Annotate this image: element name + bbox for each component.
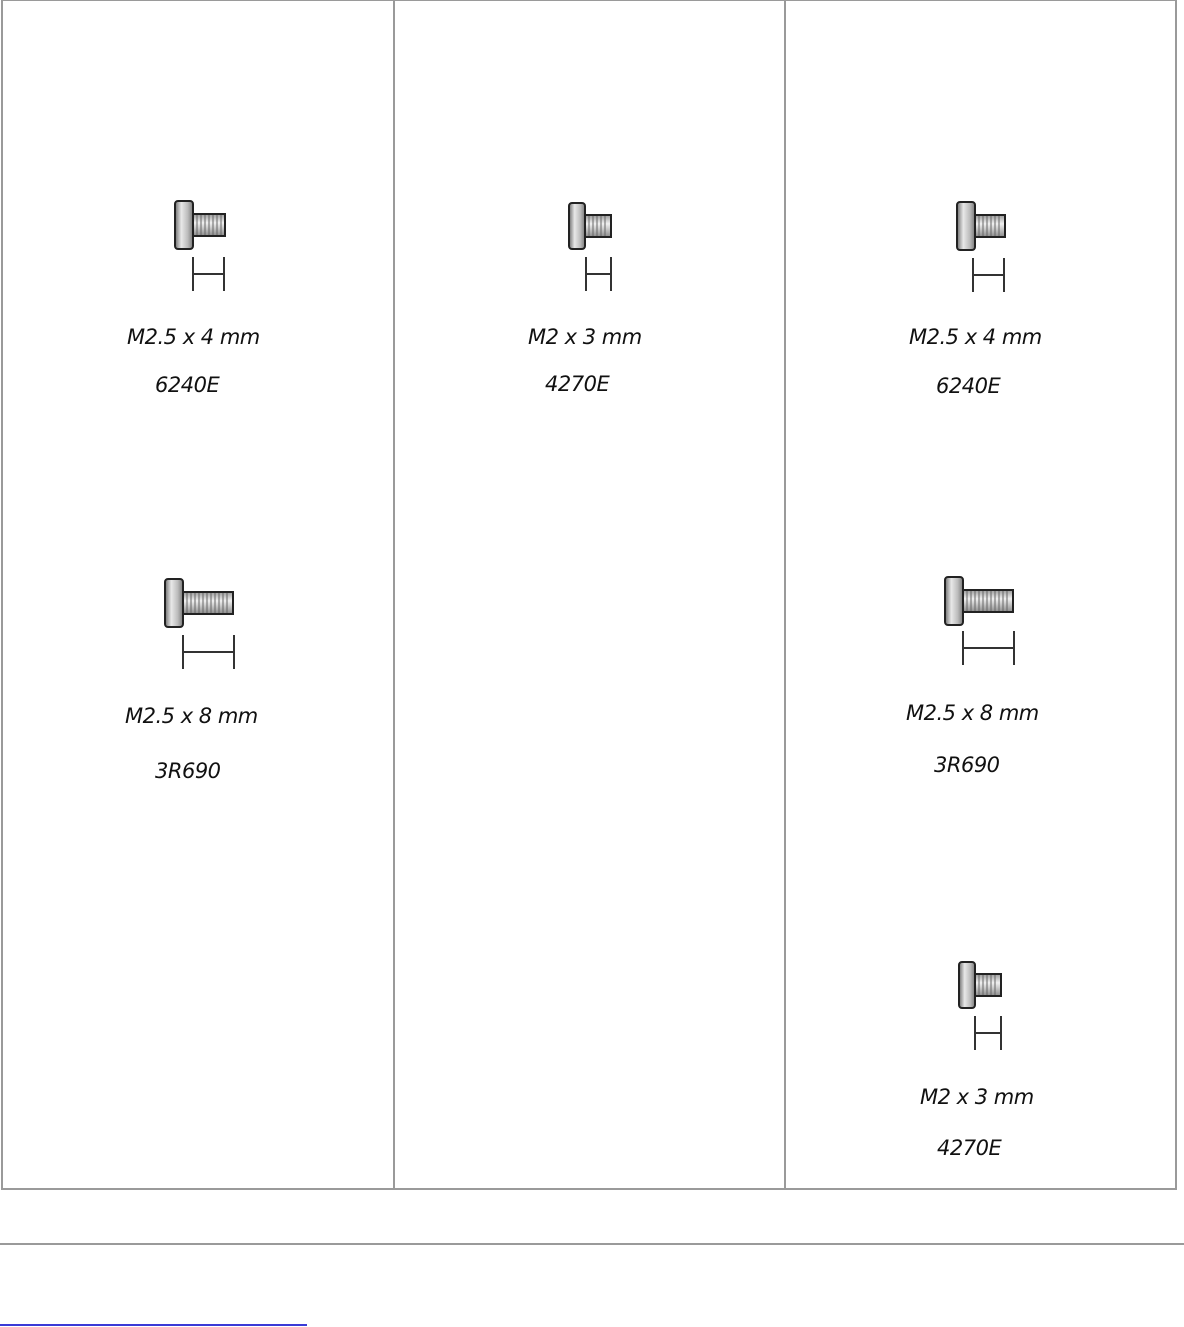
screw-size-label: M2 x 3 mm [528, 325, 642, 349]
screw-size-label: M2.5 x 4 mm [909, 325, 1042, 349]
short-screw-icon [173, 199, 233, 294]
screw-column-3 [785, 1, 1176, 1190]
screw-part-number: 6240E [936, 374, 1001, 398]
screw-size-label: M2.5 x 4 mm [127, 325, 260, 349]
screw-table [1, 0, 1177, 1190]
screw-part-number: 3R690 [934, 753, 1000, 777]
screw-part-number: 6240E [155, 373, 220, 397]
screw-part-number: 4270E [937, 1136, 1002, 1160]
short-screw-icon [567, 201, 617, 293]
short-screw-icon [955, 200, 1015, 295]
screw-part-number: 4270E [545, 372, 610, 396]
short-screw-icon [957, 960, 1007, 1052]
screw-column-2 [394, 1, 785, 1190]
long-screw-icon [163, 577, 243, 672]
footer-link[interactable] [0, 1324, 307, 1326]
screw-column-1 [2, 1, 394, 1190]
horizontal-divider [0, 1243, 1184, 1245]
screw-part-number: 3R690 [155, 759, 221, 783]
screw-size-label: M2.5 x 8 mm [906, 701, 1039, 725]
screw-size-label: M2 x 3 mm [920, 1085, 1034, 1109]
long-screw-icon [943, 575, 1023, 670]
screw-size-label: M2.5 x 8 mm [125, 704, 258, 728]
